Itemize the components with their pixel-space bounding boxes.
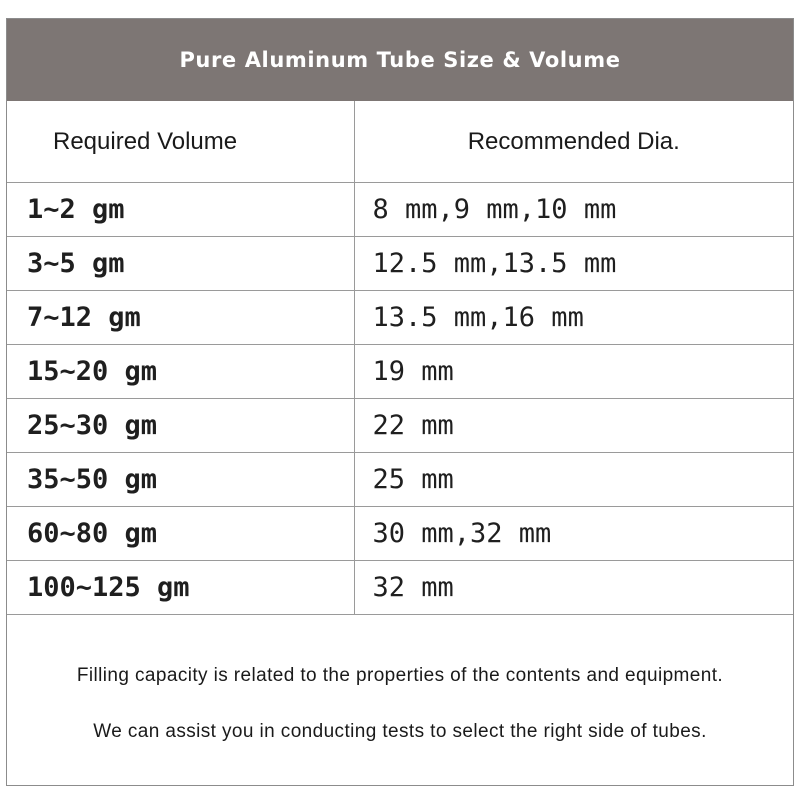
volume-cell: 3~5 gm [7,237,354,291]
volume-cell: 1~2 gm [7,183,354,237]
table-row [7,453,793,507]
volume-cell: 100~125 gm [7,561,354,615]
table-row [7,561,793,615]
volume-cell: 35~50 gm [7,453,354,507]
diameter-cell: 12.5 mm,13.5 mm [354,237,793,291]
diameter-cell: 19 mm [354,345,793,399]
diameter-cell: 30 mm,32 mm [354,507,793,561]
diameter-cell: 13.5 mm,16 mm [354,291,793,345]
table-row [7,183,793,237]
size-volume-table [7,101,793,615]
notes-section [7,623,793,786]
table-row [7,237,793,291]
table-row [7,345,793,399]
page-title: Pure Aluminum Tube Size & Volume [179,48,621,72]
table-row [7,507,793,561]
volume-cell: 15~20 gm [7,345,354,399]
table-row [7,399,793,453]
tube-size-sheet [6,18,794,786]
volume-cell: 7~12 gm [7,291,354,345]
volume-cell: 25~30 gm [7,399,354,453]
diameter-cell: 22 mm [354,399,793,453]
header-required-volume: Required Volume [7,101,354,183]
diameter-cell: 32 mm [354,561,793,615]
note-filling-capacity: Filling capacity is related to the properties of the contents and equipment. [76,665,724,686]
diameter-cell: 8 mm,9 mm,10 mm [354,183,793,237]
diameter-cell: 25 mm [354,453,793,507]
table-row [7,291,793,345]
note-testing-assistance: We can assist you in conducting tests to select the right side of tubes. [93,721,707,742]
table-header-row [7,101,793,183]
header-recommended-diameter: Recommended Dia. [354,101,793,183]
volume-cell: 60~80 gm [7,507,354,561]
title-bar [7,19,793,101]
